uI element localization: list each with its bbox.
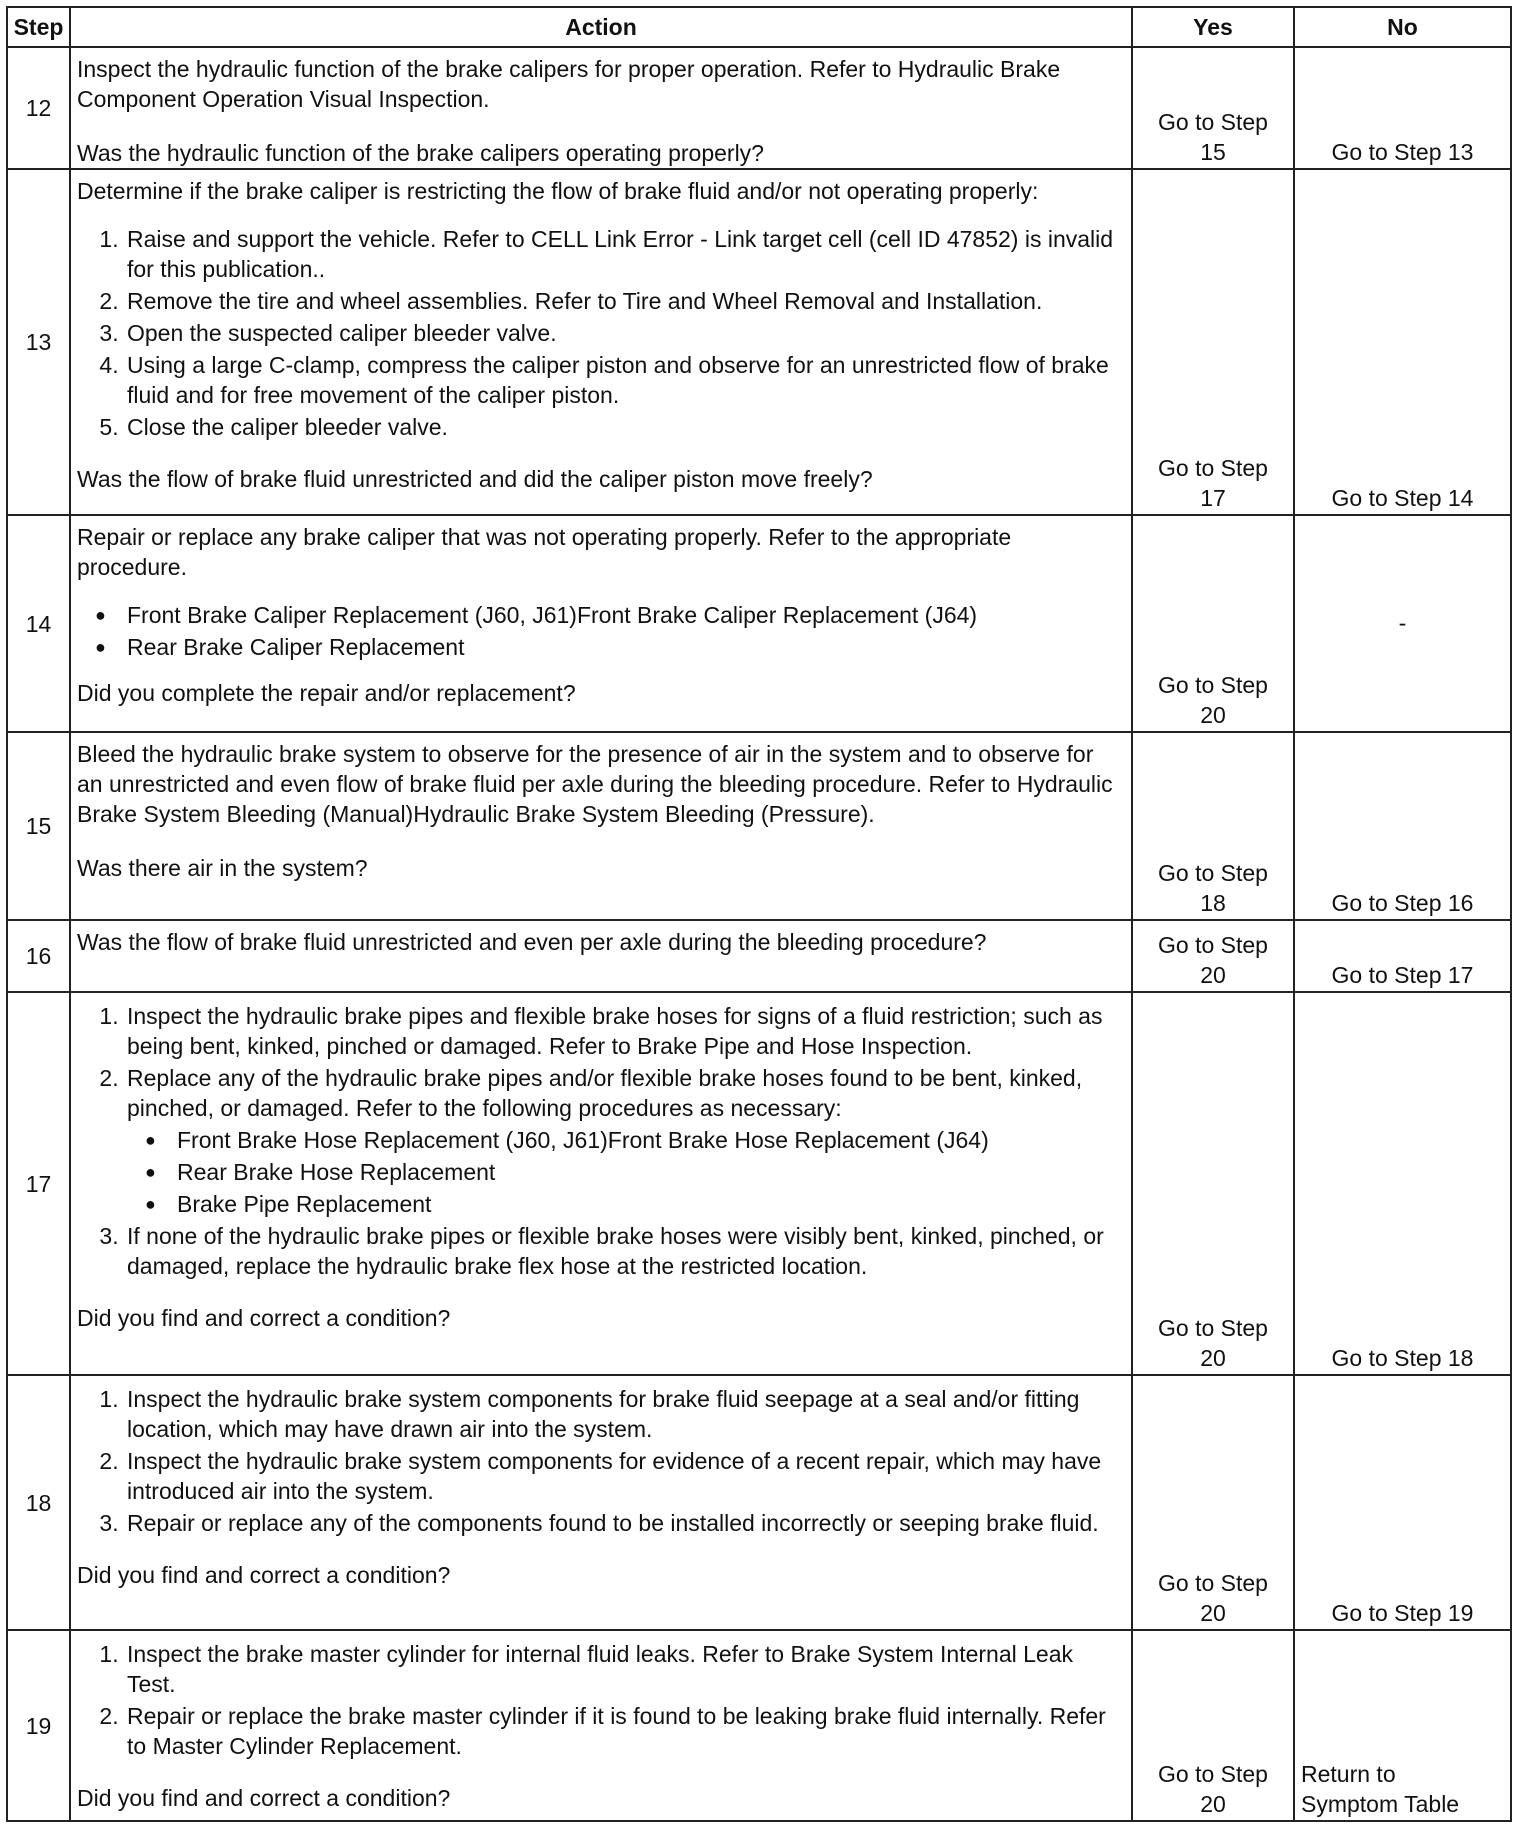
list-item: 1. Inspect the brake master cylinder for internal fluid leaks. Refer to Brake System Internal Leak Test.: [125, 1639, 1123, 1699]
no-cell: Go to Step 16: [1294, 732, 1511, 920]
step-number: 13: [7, 169, 70, 515]
table-row: [7, 732, 1511, 920]
action-question: Did you find and correct a condition?: [77, 1785, 451, 1811]
action-question: Was the hydraulic function of the brake calipers operating properly?: [77, 140, 764, 166]
procedure-list: [77, 1001, 1123, 1281]
action-question: Was the flow of brake fluid unrestricted and did the caliper piston move freely?: [77, 466, 873, 492]
list-item: 2. Repair or replace the brake master cylinder if it is found to be leaking brake fluid internally. Refer to Master Cylinder Replacement.: [125, 1701, 1123, 1761]
list-item: 1. Raise and support the vehicle. Refer to CELL Link Error - Link target cell (cell ID 47852) is invalid for this publication..: [125, 224, 1123, 284]
yes-step: 20: [1200, 1791, 1226, 1817]
yes-cell: [1132, 920, 1294, 992]
header-yes: Yes: [1132, 7, 1294, 47]
sub-list-item: ● Brake Pipe Replacement: [177, 1189, 1123, 1219]
action-question: Was there air in the system?: [77, 855, 368, 881]
yes-text: Go to Step: [1158, 932, 1268, 958]
action-question: Did you complete the repair and/or replacement?: [77, 680, 576, 706]
yes-text: Go to Step: [1158, 109, 1268, 135]
action-intro: Bleed the hydraulic brake system to observe for the presence of air in the system and to observe for an unrestricted and even flow of brake fluid per axle during the bleeding procedure. Refer to Hydraulic Brake System Bleeding (Manual)Hydraulic Brake System Bleeding (Pressure).: [77, 741, 1113, 827]
yes-cell: [1132, 732, 1294, 920]
action-intro: Determine if the brake caliper is restricting the flow of brake fluid and/or not operating properly:: [77, 178, 1039, 204]
list-item: 1. Inspect the hydraulic brake system components for brake fluid seepage at a seal and/or fitting location, which may have drawn air into the system.: [125, 1384, 1123, 1444]
procedure-list: [77, 1639, 1123, 1761]
yes-text: Go to Step: [1158, 672, 1268, 698]
step-number: 19: [7, 1630, 70, 1821]
table-row: [7, 1630, 1511, 1821]
action-cell: [70, 992, 1132, 1375]
no-cell: [1294, 1630, 1511, 1821]
yes-cell: [1132, 169, 1294, 515]
step-number: 16: [7, 920, 70, 992]
table-row: [7, 47, 1511, 169]
yes-step: 20: [1200, 962, 1226, 988]
action-cell: [70, 515, 1132, 732]
list-item: ● Rear Brake Caliper Replacement: [127, 632, 1123, 662]
no-cell: Go to Step 17: [1294, 920, 1511, 992]
sub-list-item: ● Rear Brake Hose Replacement: [177, 1157, 1123, 1187]
yes-cell: [1132, 515, 1294, 732]
procedure-list: [77, 224, 1123, 442]
list-item-text: Replace any of the hydraulic brake pipes and/or flexible brake hoses found to be bent, kinked, pinched, or damaged. Refer to the following procedures as necessary:: [127, 1065, 1083, 1121]
step-number: 14: [7, 515, 70, 732]
action-question: Was the flow of brake fluid unrestricted and even per axle during the bleeding procedure?: [77, 929, 987, 955]
header-no: No: [1294, 7, 1511, 47]
list-item: ● Front Brake Caliper Replacement (J60, J61)Front Brake Caliper Replacement (J64): [127, 600, 1123, 630]
step-number: 15: [7, 732, 70, 920]
no-cell: Go to Step 14: [1294, 169, 1511, 515]
yes-step: 20: [1200, 702, 1226, 728]
yes-text: Go to Step: [1158, 455, 1268, 481]
yes-cell: [1132, 1375, 1294, 1630]
action-intro: Inspect the hydraulic function of the brake calipers for proper operation. Refer to Hydraulic Brake Component Operation Visual Inspection.: [77, 56, 1061, 112]
yes-text: Go to Step: [1158, 860, 1268, 886]
yes-text: Go to Step: [1158, 1315, 1268, 1341]
step-number: 12: [7, 47, 70, 169]
header-action: Action: [70, 7, 1132, 47]
yes-text: Go to Step: [1158, 1570, 1268, 1596]
action-cell: [70, 732, 1132, 920]
step-number: 17: [7, 992, 70, 1375]
procedure-list: [77, 600, 1123, 662]
no-text: Return to: [1301, 1761, 1396, 1787]
action-intro: Repair or replace any brake caliper that was not operating properly. Refer to the appropriate procedure.: [77, 524, 1012, 580]
yes-text: Go to Step: [1158, 1761, 1268, 1787]
sub-list: [127, 1125, 1123, 1219]
list-item: 3. Repair or replace any of the components found to be installed incorrectly or seeping brake fluid.: [125, 1508, 1123, 1538]
no-cell: -: [1294, 515, 1511, 732]
sub-list-item: ● Front Brake Hose Replacement (J60, J61)Front Brake Hose Replacement (J64): [177, 1125, 1123, 1155]
yes-step: 20: [1200, 1600, 1226, 1626]
list-item: 5. Close the caliper bleeder valve.: [125, 412, 1123, 442]
yes-cell: [1132, 992, 1294, 1375]
yes-step: 15: [1200, 139, 1226, 165]
action-cell: [70, 1630, 1132, 1821]
procedure-list: [77, 1384, 1123, 1538]
yes-cell: [1132, 47, 1294, 169]
list-item: 2. Inspect the hydraulic brake system components for evidence of a recent repair, which may have introduced air into the system.: [125, 1446, 1123, 1506]
yes-step: 20: [1200, 1345, 1226, 1371]
no-cell: Go to Step 18: [1294, 992, 1511, 1375]
no-cell: Go to Step 13: [1294, 47, 1511, 169]
list-item: 3. Open the suspected caliper bleeder valve.: [125, 318, 1123, 348]
table-row: [7, 169, 1511, 515]
no-text: Symptom Table: [1301, 1791, 1460, 1817]
list-item: 4. Using a large C-clamp, compress the caliper piston and observe for an unrestricted flow of brake fluid and for free movement of the caliper piston.: [125, 350, 1123, 410]
table-row: [7, 515, 1511, 732]
list-item: [125, 1063, 1123, 1219]
diagnostic-table: [6, 6, 1512, 1822]
yes-cell: [1132, 1630, 1294, 1821]
yes-step: 18: [1200, 890, 1226, 916]
action-question: Did you find and correct a condition?: [77, 1305, 451, 1331]
list-item: 1. Inspect the hydraulic brake pipes and flexible brake hoses for signs of a fluid restriction; such as being bent, kinked, pinched or damaged. Refer to Brake Pipe and Hose Inspection.: [125, 1001, 1123, 1061]
action-question: Did you find and correct a condition?: [77, 1562, 451, 1588]
list-item: 2. Remove the tire and wheel assemblies. Refer to Tire and Wheel Removal and Installation.: [125, 286, 1123, 316]
list-item: 3. If none of the hydraulic brake pipes or flexible brake hoses were visibly bent, kinked, pinched, or damaged, replace the hydraulic brake flex hose at the restricted location.: [125, 1221, 1123, 1281]
action-cell: [70, 920, 1132, 992]
action-cell: [70, 1375, 1132, 1630]
header-step: Step: [7, 7, 70, 47]
header-row: [7, 7, 1511, 47]
step-number: 18: [7, 1375, 70, 1630]
table-row: [7, 1375, 1511, 1630]
table-row: [7, 992, 1511, 1375]
yes-step: 17: [1200, 485, 1226, 511]
table-row: [7, 920, 1511, 992]
action-cell: [70, 169, 1132, 515]
no-cell: Go to Step 19: [1294, 1375, 1511, 1630]
action-cell: [70, 47, 1132, 169]
